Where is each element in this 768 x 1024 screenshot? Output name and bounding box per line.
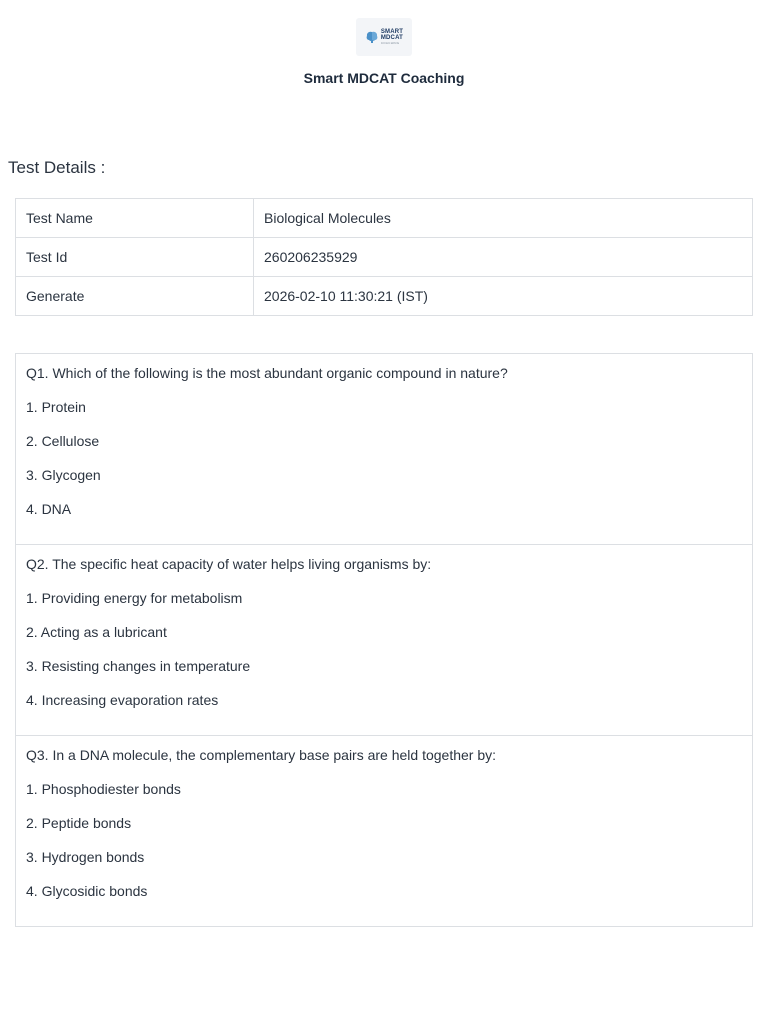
table-row (16, 277, 753, 316)
option: 3. Glycogen (26, 467, 101, 483)
logo (356, 18, 412, 56)
option: 1. Providing energy for metabolism (26, 590, 243, 606)
option: 1. Protein (26, 399, 86, 415)
question-block-1 (16, 354, 752, 544)
option: 4. DNA (26, 501, 72, 517)
detail-value: 260206235929 (254, 238, 753, 277)
logo-line-2: MDCAT (380, 35, 404, 41)
table-row (16, 238, 753, 277)
logo-line-1: SMART (380, 29, 404, 35)
detail-value: 2026-02-10 11:30:21 (IST) (254, 277, 753, 316)
option: 4. Increasing evaporation rates (26, 692, 219, 708)
option: 3. Hydrogen bonds (26, 849, 145, 865)
detail-value: Biological Molecules (254, 199, 753, 238)
brain-icon (365, 30, 379, 44)
questions-list (15, 353, 753, 927)
test-details-table (15, 198, 753, 316)
logo-line-3: COACHING (380, 41, 400, 45)
option: 1. Phosphodiester bonds (26, 781, 181, 797)
option: 2. Peptide bonds (26, 815, 132, 831)
option: 2. Cellulose (26, 433, 100, 449)
option: 4. Glycosidic bonds (26, 883, 148, 899)
option: 3. Resisting changes in temperature (26, 658, 251, 674)
question-text: Q1. Which of the following is the most abundant organic compound in nature? (26, 365, 508, 381)
detail-key: Generate (16, 277, 254, 316)
org-name: Smart MDCAT Coaching (303, 70, 465, 86)
option: 2. Acting as a lubricant (26, 624, 167, 640)
detail-key: Test Id (16, 238, 254, 277)
question-text: Q3. In a DNA molecule, the complementary base pairs are held together by: (26, 747, 497, 763)
logo-text (381, 29, 403, 45)
table-row (16, 199, 753, 238)
question-text: Q2. The specific heat capacity of water helps living organisms by: (26, 556, 432, 572)
question-block-3 (16, 735, 752, 926)
detail-key: Test Name (16, 199, 254, 238)
question-block-2 (16, 544, 752, 735)
test-details-title: Test Details : (8, 158, 106, 177)
